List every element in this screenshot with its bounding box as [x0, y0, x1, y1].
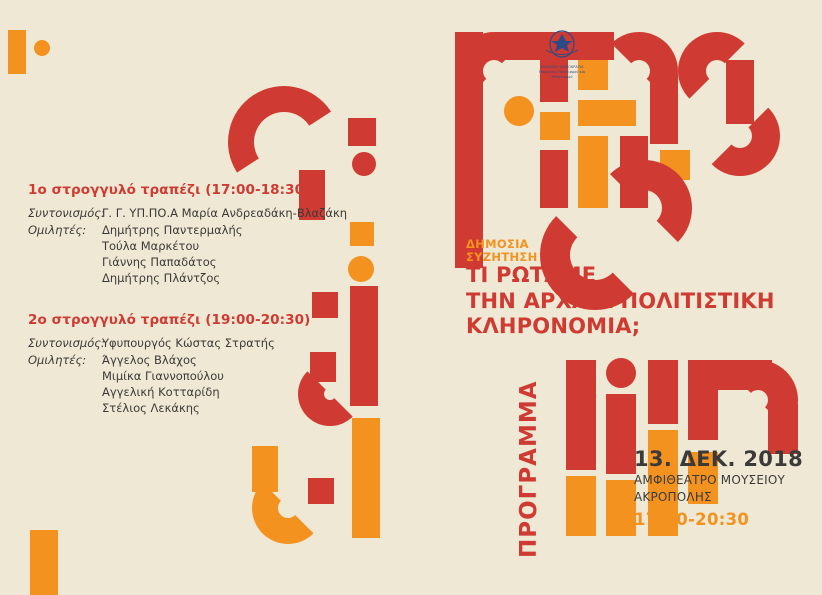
- session-2-title: 2ο στρογγυλό τραπέζι (19:00-20:30): [28, 312, 311, 328]
- decor-bar-orange-left: [252, 446, 278, 492]
- session-2-speakers-list: [102, 352, 358, 416]
- event-date: 13. ΔΕΚ. 2018: [634, 447, 804, 471]
- decor-right-orange-3: [578, 100, 636, 126]
- session-1-speakers-list: [102, 222, 358, 286]
- list-item: Μιμίκα Γιαννοπούλου: [102, 369, 224, 383]
- event-venue-line1: ΑΜΦΙΘΕΑΤΡΟ ΜΟΥΣΕΙΟΥ: [634, 473, 786, 487]
- session-1-moderator-label: Συντονισμός:: [28, 206, 105, 220]
- session-1-moderator-row: [28, 205, 358, 221]
- decor-lower-bar-3: [648, 360, 678, 424]
- decor-lower-orange-1: [566, 476, 596, 536]
- session-1-moderator-name: Γ. Γ. ΥΠ.ΠΟ.Α Μαρία Ανδρεαδάκη-Βλαζάκη: [102, 206, 348, 220]
- session-2-moderator-name: Υφυπουργός Κώστας Στρατής: [102, 336, 275, 350]
- decor-right-dot-1: [504, 96, 534, 126]
- decor-right-orange-2: [540, 112, 570, 140]
- session-1-speakers-row: [28, 222, 358, 286]
- decor-right-bar-5: [540, 150, 568, 208]
- decor-dot-top-left: [34, 40, 50, 56]
- session-2: [28, 312, 358, 416]
- session-2-moderator-label: Συντονισμός:: [28, 336, 105, 350]
- decor-lower-bar-2: [606, 394, 636, 474]
- decor-right-arc-4: [700, 96, 780, 176]
- list-item: Τούλα Μαρκέτου: [102, 239, 200, 253]
- decor-lower-dot-1: [606, 358, 636, 388]
- event-title-line2: ΤΗΝ ΑΡΧΑΙΑ ΠΟΛΙΤΙΣΤΙΚΗ: [466, 288, 775, 313]
- decor-lower-bar-1: [566, 360, 596, 470]
- list-item: Άγγελος Βλάχος: [102, 353, 197, 367]
- list-item: Δημήτρης Πλάντζος: [102, 271, 221, 285]
- session-1: [28, 182, 358, 286]
- session-2-speakers-label: Ομιλητές:: [28, 353, 87, 367]
- program-sessions: [28, 182, 358, 434]
- list-item: Στέλιος Λεκάκης: [102, 401, 200, 415]
- event-title-line3: ΚΛΗΡΟΝΟΜΙΑ;: [466, 314, 641, 338]
- event-details: [634, 448, 803, 529]
- decor-dot-question-upper: [352, 152, 376, 176]
- logo-caption-line2: Υπουργείο Πολιτισμού και Αθλητισμού: [538, 70, 586, 79]
- decor-square-top-left: [8, 30, 26, 74]
- event-title: [466, 263, 796, 340]
- event-kicker: [466, 238, 538, 264]
- event-title-line1: ΤΙ ΡΩΤΑΜΕ: [466, 263, 597, 287]
- programme-vertical-label: ΠΡΟΓΡΑΜΜΑ: [516, 380, 542, 558]
- session-2-speakers-row: [28, 352, 358, 416]
- decor-bar-bottom-left: [30, 530, 58, 595]
- list-item: Γιάννης Παπαδάτος: [102, 255, 217, 269]
- decor-square-mid-right: [348, 118, 376, 146]
- decor-square-red-3: [308, 478, 334, 504]
- event-kicker-line2: ΣΥΖΗΤΗΣΗ: [466, 250, 538, 264]
- decor-bar-orange-tall: [352, 418, 380, 538]
- session-1-speakers-label: Ομιλητές:: [28, 223, 87, 237]
- session-2-moderator-row: [28, 335, 358, 351]
- decor-right-bar-2: [650, 74, 678, 144]
- list-item: Δημήτρης Παντερμαλής: [102, 223, 243, 237]
- ministry-emblem-icon: [540, 30, 584, 60]
- ministry-logo: [530, 30, 594, 79]
- list-item: Αγγελική Κοτταρίδη: [102, 385, 220, 399]
- decor-lower-orange-2: [606, 480, 636, 536]
- event-time: 17:00-20:30: [634, 510, 750, 529]
- logo-caption-line1: ΕΛΛΗΝΙΚΗ ΔΗΜΟΚΡΑΤΙΑ: [540, 65, 584, 69]
- event-venue-line2: ΑΚΡΟΠΟΛΗΣ: [634, 490, 712, 504]
- session-1-title: 1ο στρογγυλό τραπέζι (17:00-18:30): [28, 182, 311, 198]
- event-kicker-line1: ΔΗΜΟΣΙΑ: [466, 237, 529, 251]
